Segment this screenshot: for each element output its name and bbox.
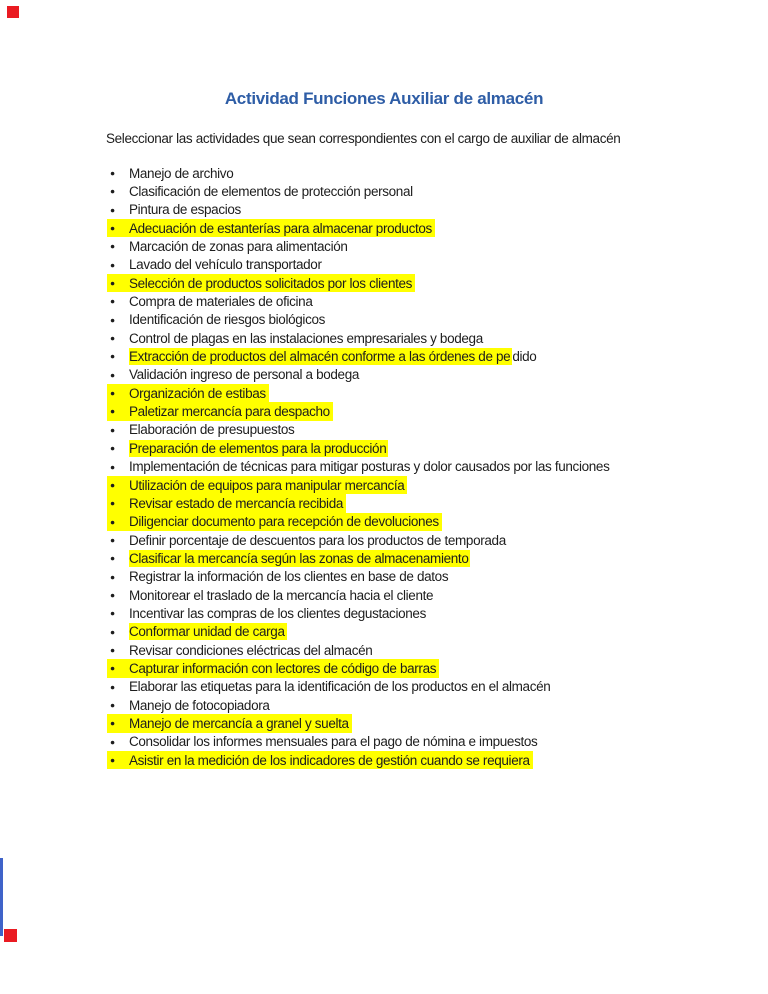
list-item-text: Elaborar las etiquetas para la identificación de los productos en el almacén — [129, 679, 551, 695]
list-item-text: Adecuación de estanterías para almacenar productos — [129, 220, 432, 236]
list-item — [107, 678, 553, 696]
list-item — [107, 494, 346, 512]
list-item — [107, 751, 533, 769]
bullet-icon: ● — [110, 424, 116, 435]
list-item — [107, 714, 352, 732]
bullet-icon: ● — [110, 479, 116, 490]
blue-line-marker — [0, 858, 3, 936]
list-item — [107, 164, 236, 182]
list-item-text: Capturar información con lectores de código de barras — [129, 660, 437, 676]
bullet-icon: ● — [110, 223, 116, 234]
bullet-icon: ● — [110, 186, 116, 197]
list-item — [107, 458, 612, 476]
list-item-text: Implementación de técnicas para mitigar posturas y dolor causados por las funciones — [129, 459, 610, 475]
list-item — [107, 329, 486, 347]
list-item-text: Utilización de equipos para manipular mercancía — [129, 477, 405, 493]
list-item — [107, 347, 539, 365]
list-item — [107, 292, 316, 310]
bullet-icon: ● — [110, 553, 116, 564]
red-square-marker-bottom — [4, 929, 17, 942]
list-item — [107, 311, 328, 329]
bullet-icon: ● — [110, 168, 116, 178]
list-item — [107, 531, 509, 549]
list-item-text: Validación ingreso de personal a bodega — [129, 367, 360, 383]
bullet-icon: ● — [110, 644, 116, 655]
list-item-text: Organización de estibas — [129, 385, 266, 401]
list-item-text: Registrar la información de los clientes en base de datos — [129, 569, 449, 585]
list-item — [107, 274, 415, 292]
list-item — [107, 421, 297, 439]
bullet-icon: ● — [110, 351, 116, 362]
list-item — [107, 604, 429, 622]
list-item-text-suffix: dido — [512, 349, 537, 365]
list-item-text: Extracción de productos del almacén conforme a las órdenes de pe — [129, 349, 511, 365]
activity-list — [107, 164, 768, 769]
list-item-text: Clasificar la mercancía según las zonas de almacenamiento — [129, 550, 469, 566]
red-square-marker-top — [7, 6, 19, 18]
bullet-icon: ● — [110, 571, 116, 582]
list-item — [107, 182, 416, 200]
bullet-icon: ● — [110, 259, 116, 270]
list-item-text: Manejo de fotocopiadora — [129, 697, 270, 713]
bullet-icon: ● — [110, 296, 116, 307]
bullet-icon: ● — [110, 278, 116, 289]
list-item-text: Elaboración de presupuestos — [129, 422, 295, 438]
list-item-text: Consolidar los informes mensuales para el pago de nómina e impuestos — [129, 734, 538, 750]
list-item-text: Preparación de elementos para la producción — [129, 440, 387, 456]
bullet-icon: ● — [110, 406, 116, 417]
bullet-icon: ● — [110, 204, 116, 215]
list-item-text: Incentivar las compras de los clientes degustaciones — [129, 605, 426, 621]
bullet-icon: ● — [110, 333, 116, 344]
list-item — [107, 568, 451, 586]
bullet-icon: ● — [110, 461, 116, 472]
bullet-icon: ● — [110, 608, 116, 619]
list-item — [107, 549, 473, 567]
bullet-icon: ● — [110, 699, 116, 710]
list-item — [107, 696, 273, 714]
list-item-text: Compra de materiales de oficina — [129, 294, 313, 310]
bullet-icon: ● — [110, 314, 116, 325]
bullet-icon: ● — [110, 736, 116, 747]
list-item-text: Control de plagas en las instalaciones empresariales y bodega — [129, 330, 483, 346]
list-item-text: Asistir en la medición de los indicadores de gestión cuando se requiera — [129, 752, 530, 768]
bullet-icon: ● — [110, 443, 116, 454]
list-item — [107, 476, 407, 494]
list-item-text: Clasificación de elementos de protección personal — [129, 184, 413, 200]
list-item-text: Manejo de mercancía a granel y suelta — [129, 715, 349, 731]
bullet-icon: ● — [110, 241, 116, 252]
list-item-text: Lavado del vehículo transportador — [129, 257, 322, 273]
bullet-icon: ● — [110, 369, 116, 380]
list-item-text: Conformar unidad de carga — [129, 624, 285, 640]
list-item-text: Revisar condiciones eléctricas del almacén — [129, 642, 373, 658]
list-item-text: Diligenciar documento para recepción de devoluciones — [129, 514, 439, 530]
bullet-icon: ● — [110, 755, 116, 765]
bullet-icon: ● — [110, 534, 116, 545]
list-item-text: Selección de productos solicitados por los clientes — [129, 275, 413, 291]
list-item — [107, 384, 269, 402]
list-item — [107, 586, 436, 604]
list-item-text: Paletizar mercancía para despacho — [129, 404, 330, 420]
list-item-text: Definir porcentaje de descuentos para los productos de temporada — [129, 532, 506, 548]
page-title: Actividad Funciones Auxiliar de almacén — [224, 89, 544, 108]
bullet-icon: ● — [110, 498, 116, 509]
bullet-icon: ● — [110, 626, 116, 637]
instruction-text: Seleccionar las actividades que sean correspondientes con el cargo de auxiliar de almacén — [106, 131, 621, 146]
list-item — [107, 659, 439, 677]
list-item-text: Manejo de archivo — [129, 165, 234, 181]
bullet-icon: ● — [110, 681, 116, 692]
list-item — [107, 201, 244, 219]
list-item — [107, 402, 333, 420]
list-item-text: Pintura de espacios — [129, 202, 241, 218]
list-item — [107, 256, 325, 274]
list-item — [107, 366, 362, 384]
list-item-text: Revisar estado de mercancía recibida — [129, 495, 344, 511]
bullet-icon: ● — [110, 589, 116, 600]
bullet-icon: ● — [110, 516, 116, 527]
list-item — [107, 237, 351, 255]
list-item — [107, 439, 391, 457]
list-item-text: Monitorear el traslado de la mercancía hacia el cliente — [129, 587, 434, 603]
bullet-icon: ● — [110, 663, 116, 674]
list-item — [107, 733, 540, 751]
bullet-icon: ● — [110, 388, 116, 399]
list-item — [107, 513, 442, 531]
bullet-icon: ● — [110, 718, 116, 729]
list-item-text: Marcación de zonas para alimentación — [129, 239, 348, 255]
list-item — [107, 219, 435, 237]
list-item-text: Identificación de riesgos biológicos — [129, 312, 326, 328]
list-item — [107, 623, 290, 641]
list-item — [107, 641, 375, 659]
